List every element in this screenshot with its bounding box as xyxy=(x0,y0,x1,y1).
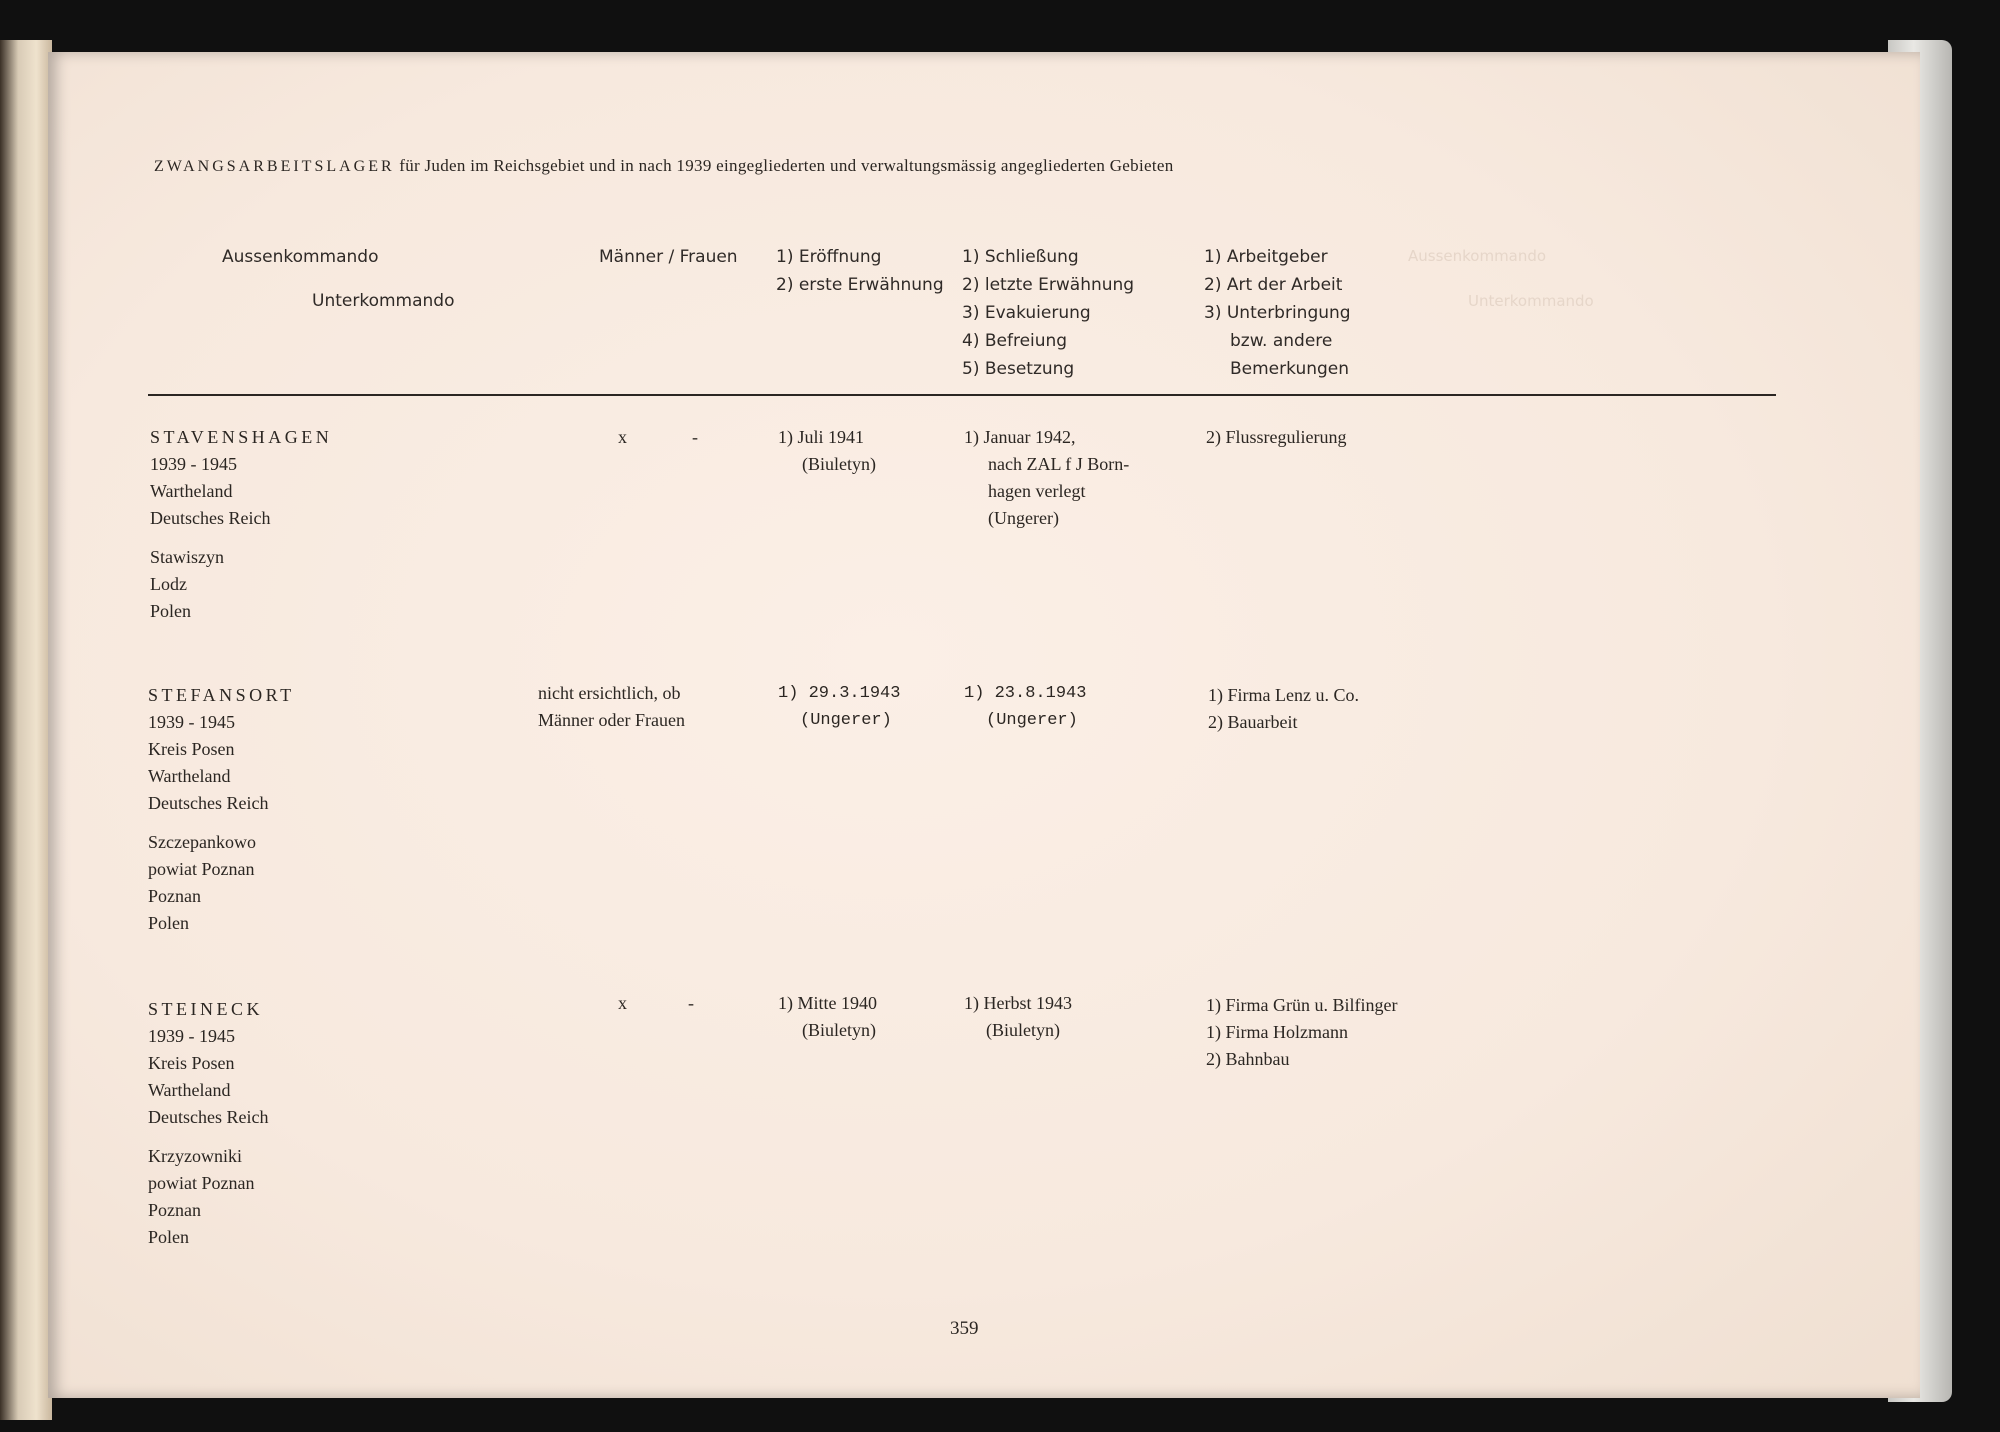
men-women-line: Männer oder Frauen xyxy=(538,710,685,730)
closing-line: (Ungerer) xyxy=(986,711,1078,730)
camp-block xyxy=(148,682,295,817)
employer-line: 1) Firma Grün u. Bilfinger xyxy=(1206,995,1398,1015)
header-closing-line: 4) Befreiung xyxy=(962,331,1068,351)
men-mark: x xyxy=(618,427,627,447)
header-employer-line: Bemerkungen xyxy=(1230,359,1350,379)
subcamp-line: Krzyzowniki xyxy=(148,1146,242,1166)
closing-line: 1) 23.8.1943 xyxy=(964,684,1087,703)
subcamp-line: powiat Poznan xyxy=(148,1173,255,1193)
camp-line: 1939 - 1945 xyxy=(148,712,235,732)
camp-line: Kreis Posen xyxy=(148,1053,235,1073)
row-stefansort-employer xyxy=(1208,682,1359,736)
heading-caps: ZWANGSARBEITSLAGER xyxy=(154,158,395,175)
subcamp-line: Poznan xyxy=(148,886,201,906)
header-closing-line: 5) Besetzung xyxy=(962,359,1075,379)
camp-block xyxy=(148,996,268,1131)
row-stefansort-closing xyxy=(964,680,1086,734)
camp-line: Wartheland xyxy=(148,766,231,786)
header-maenner-frauen: Männer / Frauen xyxy=(599,247,738,267)
employer-line: 1) Firma Holzmann xyxy=(1206,1022,1348,1042)
opening-line: 1) Mitte 1940 xyxy=(778,993,877,1013)
camp-line: Deutsches Reich xyxy=(148,1107,269,1127)
closing-line: nach ZAL f J Born- xyxy=(988,454,1130,474)
camp-line: Deutsches Reich xyxy=(148,793,269,813)
subcamp-line: Szczepankowo xyxy=(148,832,256,852)
employer-line: 1) Firma Lenz u. Co. xyxy=(1208,685,1359,705)
subcamp-line: Polen xyxy=(150,601,192,621)
header-employer-line: 2) Art der Arbeit xyxy=(1204,275,1343,295)
closing-line: (Ungerer) xyxy=(988,508,1059,528)
subcamp-line: powiat Poznan xyxy=(148,859,255,879)
header-opening-line: 2) erste Erwähnung xyxy=(776,275,944,295)
employer-line: 2) Flussregulierung xyxy=(1206,427,1347,447)
page-heading xyxy=(154,156,1174,176)
row-stefansort-men-women xyxy=(538,680,685,734)
closing-line: 1) Januar 1942, xyxy=(964,427,1076,447)
camp-name: STEFANSORT xyxy=(148,685,295,705)
header-closing xyxy=(962,243,1134,383)
subcamp-line: Stawiszyn xyxy=(150,547,224,567)
opening-line: 1) 29.3.1943 xyxy=(778,684,901,703)
closing-line: 1) Herbst 1943 xyxy=(964,993,1072,1013)
header-employer-line: 3) Unterbringung xyxy=(1204,303,1351,323)
header-employer-line: bzw. andere xyxy=(1230,331,1333,351)
show-through-text: Unterkommando xyxy=(1468,292,1594,310)
header-rule xyxy=(148,394,1776,396)
header-closing-line: 2) letzte Erwähnung xyxy=(962,275,1135,295)
row-stavenshagen-location xyxy=(150,424,332,625)
camp-block xyxy=(150,424,332,532)
row-stefansort-location xyxy=(148,682,295,937)
subcamp-block xyxy=(148,829,295,937)
subcamp-block xyxy=(148,1143,268,1251)
employer-line: 2) Bauarbeit xyxy=(1208,712,1298,732)
men-mark: x xyxy=(618,993,627,1013)
camp-name: STEINECK xyxy=(148,999,263,1019)
opening-line: (Biuletyn) xyxy=(802,454,876,474)
header-employer-line: 1) Arbeitgeber xyxy=(1204,247,1328,267)
subcamp-line: Polen xyxy=(148,913,190,933)
camp-line: 1939 - 1945 xyxy=(148,1026,235,1046)
header-closing-line: 3) Evakuierung xyxy=(962,303,1091,323)
row-stavenshagen-closing xyxy=(964,424,1129,532)
header-opening xyxy=(776,243,944,299)
men-women-line: nicht ersichtlich, ob xyxy=(538,683,681,703)
camp-name: STAVENSHAGEN xyxy=(150,427,333,447)
camp-line: 1939 - 1945 xyxy=(150,454,237,474)
header-aussenkommando: Aussenkommando xyxy=(222,247,379,267)
header-closing-line: 1) Schließung xyxy=(962,247,1079,267)
camp-line: Kreis Posen xyxy=(148,739,235,759)
subcamp-block xyxy=(150,544,332,625)
subcamp-line: Lodz xyxy=(150,574,187,594)
header-opening-line: 1) Eröffnung xyxy=(776,247,882,267)
opening-line: 1) Juli 1941 xyxy=(778,427,865,447)
header-unterkommando: Unterkommando xyxy=(312,291,455,311)
opening-line: (Biuletyn) xyxy=(802,1020,876,1040)
women-mark: - xyxy=(692,427,698,447)
closing-line: hagen verlegt xyxy=(988,481,1086,501)
book-spine-left xyxy=(0,40,52,1420)
opening-line: (Ungerer) xyxy=(800,711,892,730)
camp-line: Wartheland xyxy=(148,1080,231,1100)
camp-line: Wartheland xyxy=(150,481,233,501)
show-through-text: Aussenkommando xyxy=(1408,247,1547,265)
row-steineck-location xyxy=(148,996,268,1251)
page-number: 359 xyxy=(950,1318,979,1339)
women-mark: - xyxy=(688,993,694,1013)
camp-line: Deutsches Reich xyxy=(150,508,271,528)
heading-rest: für Juden im Reichsgebiet und in nach 1939 eingegliederten und verwaltungsmässig angegliederten Gebieten xyxy=(399,156,1174,175)
row-stavenshagen-opening xyxy=(778,424,876,478)
header-employer xyxy=(1204,243,1351,383)
closing-line: (Biuletyn) xyxy=(986,1020,1060,1040)
row-stefansort-opening xyxy=(778,680,900,734)
row-steineck-closing xyxy=(964,990,1072,1044)
row-steineck-employer xyxy=(1206,992,1397,1073)
row-steineck-opening xyxy=(778,990,877,1044)
employer-line: 2) Bahnbau xyxy=(1206,1049,1290,1069)
book-page xyxy=(48,52,1920,1398)
row-stavenshagen-employer xyxy=(1206,424,1346,451)
subcamp-line: Poznan xyxy=(148,1200,201,1220)
subcamp-line: Polen xyxy=(148,1227,190,1247)
